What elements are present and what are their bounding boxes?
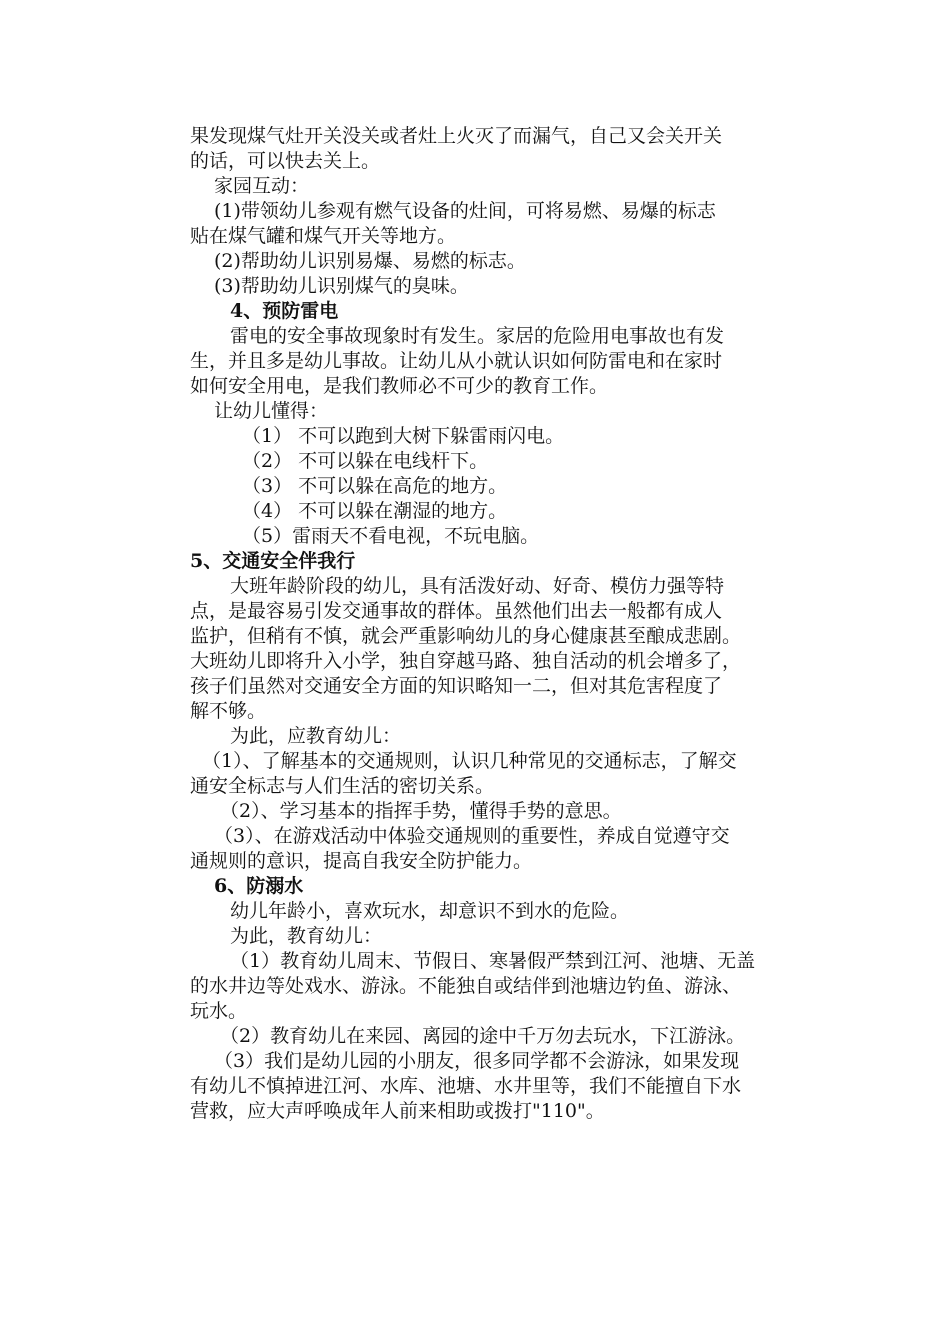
section-heading: 5、交通安全伴我行 xyxy=(190,550,356,572)
text-line: 营救，应大声呼唤成年人前来相助或拨打"110"。 xyxy=(190,1100,605,1122)
text-line: 大班幼儿即将升入小学，独自穿越马路、独自活动的机会增多了， xyxy=(190,650,742,672)
text-line: 贴在煤气罐和煤气开关等地方。 xyxy=(190,225,457,247)
text-line: （4） 不可以躲在潮湿的地方。 xyxy=(242,500,508,522)
text-line: 点，是最容易引发交通事故的群体。虽然他们出去一般都有成人 xyxy=(190,600,723,622)
section-heading: 4、预防雷电 xyxy=(230,300,339,322)
text-line: (1)带领幼儿参观有燃气设备的灶间，可将易燃、易爆的标志 xyxy=(214,200,716,222)
text-line: 通安全标志与人们生活的密切关系。 xyxy=(190,775,495,797)
text-line: （2）、学习基本的指挥手势，懂得手势的意思。 xyxy=(220,800,622,822)
text-line: (2)帮助幼儿识别易爆、易燃的标志。 xyxy=(214,250,526,272)
text-line: （2）教育幼儿在来园、离园的途中千万勿去玩水，下江游泳。 xyxy=(220,1025,746,1047)
text-line: 监护，但稍有不慎，就会严重影响幼儿的身心健康甚至酿成悲剧。 xyxy=(190,625,742,647)
text-line: 雷电的安全事故现象时有发生。家居的危险用电事故也有发 xyxy=(230,325,725,347)
text-line: （1） 不可以跑到大树下躲雷雨闪电。 xyxy=(242,425,565,447)
text-line: 孩子们虽然对交通安全方面的知识略知一二，但对其危害程度了 xyxy=(190,675,723,697)
section-heading: 6、防溺水 xyxy=(214,875,304,897)
text-line: （3）、在游戏活动中体验交通规则的重要性，养成自觉遵守交 xyxy=(214,825,730,847)
text-line: 生，并且多是幼儿事故。让幼儿从小就认识如何防雷电和在家时 xyxy=(190,350,723,372)
text-line: 为此，教育幼儿： xyxy=(230,925,383,947)
text-line: （2） 不可以躲在电线杆下。 xyxy=(242,450,489,472)
text-line: 玩水。 xyxy=(190,1000,248,1022)
text-line: 幼儿年龄小，喜欢玩水，却意识不到水的危险。 xyxy=(230,900,630,922)
text-line: （3）我们是幼儿园的小朋友，很多同学都不会游泳，如果发现 xyxy=(214,1050,740,1072)
text-line: （3） 不可以躲在高危的地方。 xyxy=(242,475,508,497)
text-line: 让幼儿懂得： xyxy=(214,400,329,422)
text-line: 如何安全用电，是我们教师必不可少的教育工作。 xyxy=(190,375,609,397)
document-body xyxy=(190,124,810,1124)
text-line: 家园互动： xyxy=(214,175,310,197)
text-line: （1）、了解基本的交通规则，认识几种常见的交通标志，了解交 xyxy=(202,750,737,772)
text-line: （1）教育幼儿周末、节假日、寒暑假严禁到江河、池塘、无盖 xyxy=(230,950,756,972)
text-line: 有幼儿不慎掉进江河、水库、池塘、水井里等，我们不能擅自下水 xyxy=(190,1075,742,1097)
text-line: 果发现煤气灶开关没关或者灶上火灭了而漏气，自己又会关开关 xyxy=(190,125,723,147)
text-line: 大班年龄阶段的幼儿，具有活泼好动、好奇、模仿力强等特 xyxy=(230,575,725,597)
text-line: (3)帮助幼儿识别煤气的臭味。 xyxy=(214,275,469,297)
text-line: 的水井边等处戏水、游泳。不能独自或结伴到池塘边钓鱼、游泳、 xyxy=(190,975,742,997)
text-line: 为此，应教育幼儿： xyxy=(230,725,402,747)
text-line: 的话，可以快去关上。 xyxy=(190,150,381,172)
text-line: 通规则的意识，提高自我安全防护能力。 xyxy=(190,850,533,872)
text-line: （5）雷雨天不看电视，不玩电脑。 xyxy=(242,525,540,547)
text-line: 解不够。 xyxy=(190,700,267,722)
